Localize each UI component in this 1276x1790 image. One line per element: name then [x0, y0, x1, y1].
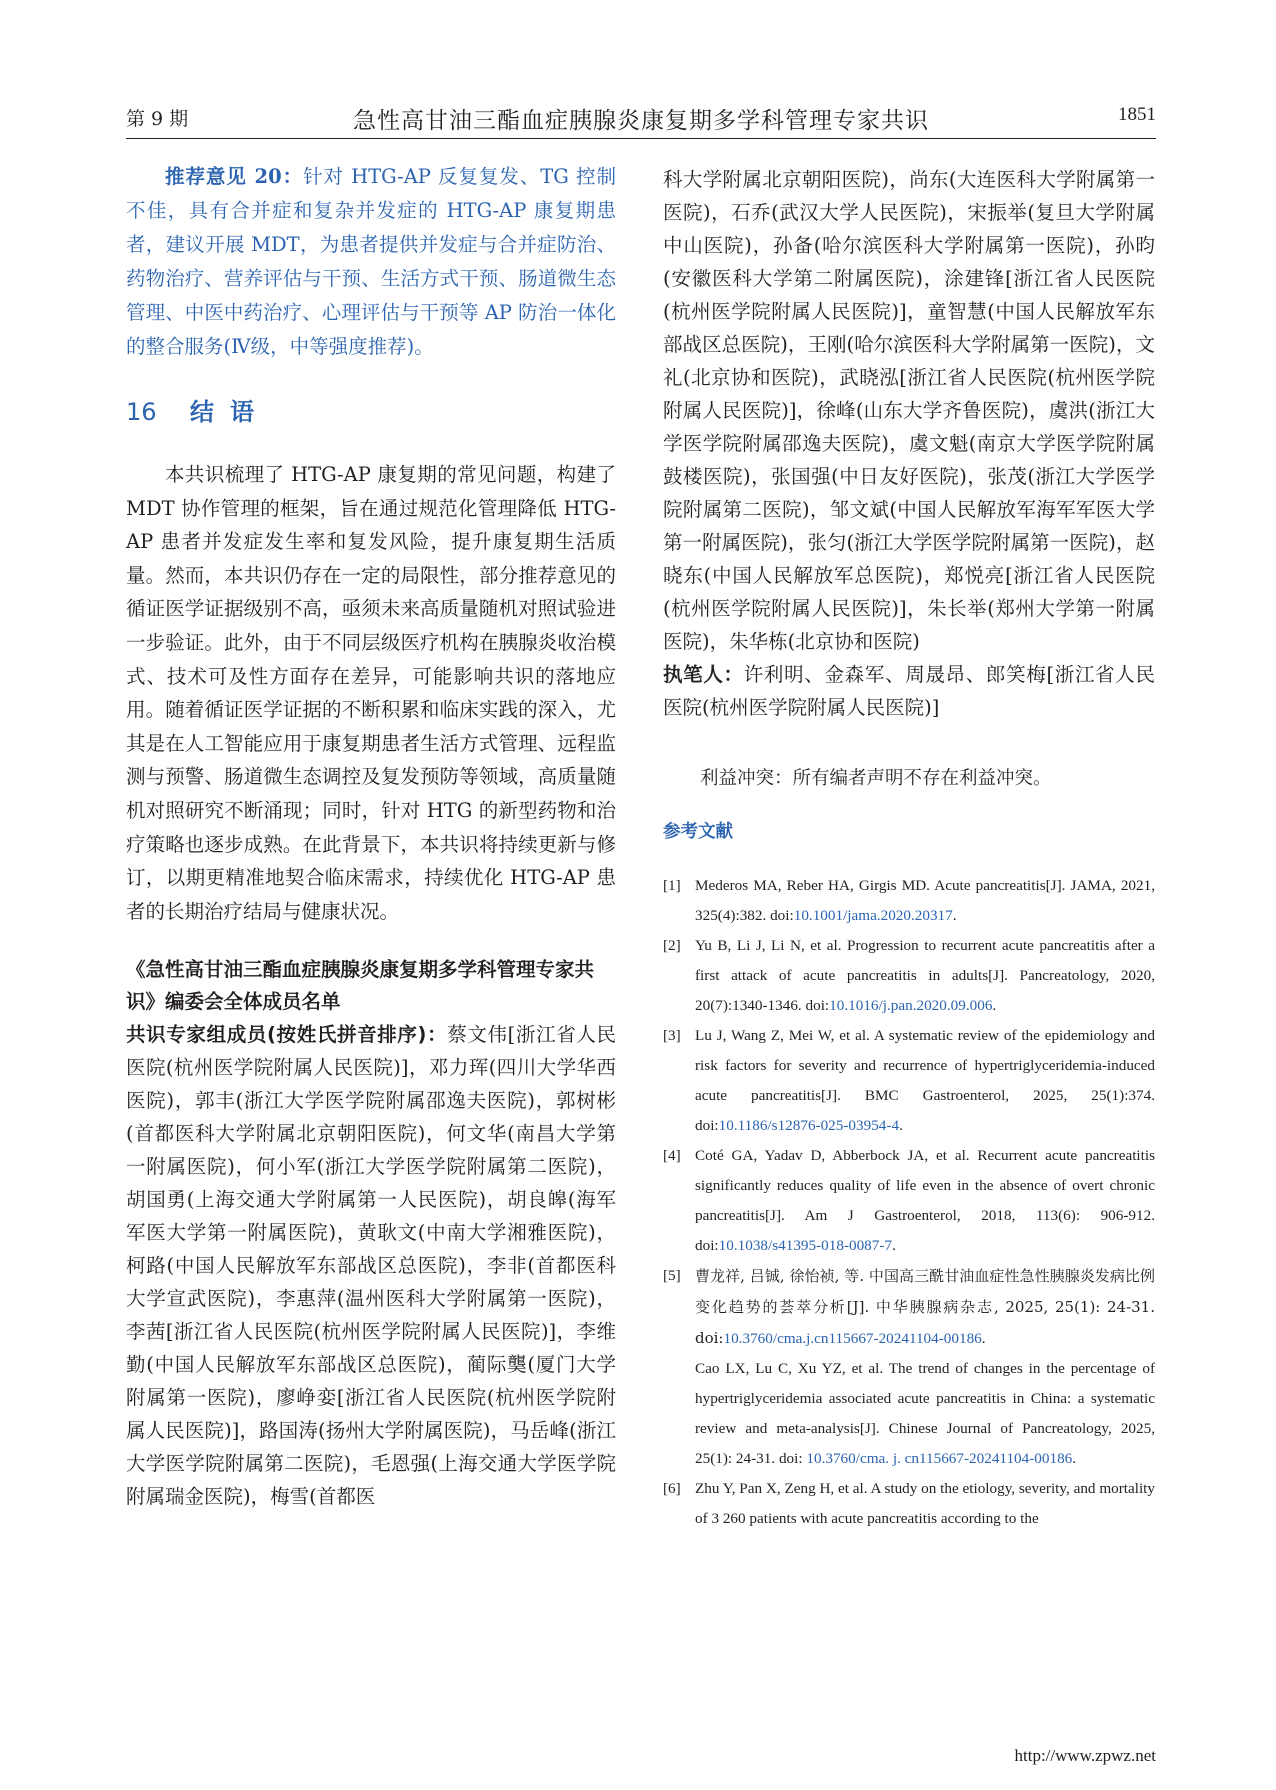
reference-doi-link[interactable]: 10.1016/j.pan.2020.09.006: [829, 997, 993, 1014]
journal-running-title: 急性高甘油三酯血症胰腺炎康复期多学科管理专家共识: [353, 108, 929, 134]
right-column: [663, 163, 1155, 1534]
reference-doi-link[interactable]: 10.1186/s12876-025-03954-4: [718, 1117, 900, 1134]
section-heading: [126, 392, 616, 432]
reference-end: .: [899, 1117, 903, 1134]
committee-members-part1: [126, 1018, 616, 1513]
recommendation-text: 针对 HTG-AP 反复复发、TG 控制不佳，具有合并症和复杂并发症的 HTG-AP 康复期患者，建议开展 MDT，为患者提供并发症与合并症防治、药物治疗、营养评估与干预、生活方式干预、肠道微生态管理、中医中药治疗、心理评估与干预等 AP 防治一体化的整合服务(Ⅳ级，中等强度推荐)。: [126, 165, 616, 358]
reference-doi-link[interactable]: 10.3760/cma.j.cn115667-20241104-00186: [723, 1330, 982, 1347]
reference-text-chinese: 曹龙祥, 吕铖, 徐怡祯, 等. 中国高三酰甘油血症性急性胰腺炎发病比例变化趋势的荟萃分析[J]. 中华胰腺病杂志, 2025, 25(1): 24-31. doi:: [695, 1267, 1155, 1347]
reference-end: .: [1072, 1450, 1077, 1467]
issue-number: 第 9 期: [126, 108, 189, 130]
reference-doi-link[interactable]: 10.1001/jama.2020.20317: [793, 907, 953, 924]
conclusion-paragraph: 本共识梳理了 HTG-AP 康复期的常见问题，构建了 MDT 协作管理的框架，旨在通过规范化管理降低 HTG-AP 患者并发症发生率和复发风险，提升康复期生活质量。然而，本共识仍存在一定的局限性，部分推荐意见的循证医学证据级别不高，亟须未来高质量随机对照试验进一步验证。此外，由于不同层级医疗机构在胰腺炎收治模式、技术可及性方面存在差异，可能影响共识的落地应用。随着循证医学证据的不断积累和临床实践的深入，尤其是在人工智能应用于康复期患者生活方式管理、远程监测与预警、肠道微生态调控及复发预防等领域，高质量随机对照研究不断涌现；同时，针对 HTG 的新型药物和治疗策略也逐步成熟。在此背景下，本共识将持续更新与修订，以期更精准地契合临床需求，持续优化 HTG-AP 患者的长期治疗结局与健康状况。: [126, 463, 616, 923]
reference-item: [663, 931, 1155, 1021]
reference-number: [6]: [663, 1480, 681, 1497]
reference-list: [663, 871, 1155, 1534]
reference-item: [663, 1474, 1155, 1534]
reference-doi-link[interactable]: 10.1038/s41395-018-0087-7: [718, 1237, 893, 1254]
section-title: 结语: [190, 398, 270, 426]
reference-text: Yu B, Li J, Li N, et al. Progression to recurrent acute pancreatitis after a first attack of acute pancreatitis in adults[J]. Pancreatology, 2020, 20(7):1340-1346. doi:: [695, 937, 1155, 1014]
reference-text: Cao LX, Lu C, Xu YZ, et al. The trend of changes in the percentage of hypertriglyceridemia associated acute pancreatitis in China: a systematic review and meta-analysis[J]. Chinese Journal of Pancreatology, 2025, 25(1): 24-31. doi:: [695, 1360, 1155, 1467]
references-heading: 参考文献: [663, 822, 733, 842]
reference-doi-link[interactable]: 10.3760/cma. j. cn115667-20241104-00186: [806, 1450, 1073, 1467]
reference-number: [3]: [663, 1027, 681, 1044]
reference-text: Coté GA, Yadav D, Abberbock JA, et al. Recurrent acute pancreatitis significantly reduces quality of life even in the absence of overt chronic pancreatitis[J]. Am J Gastroenterol, 2018, 113(6): 906-912. doi:: [695, 1147, 1155, 1254]
reference-item: [663, 871, 1155, 931]
writers-label: 执笔人：: [663, 663, 744, 686]
reference-item: [663, 1141, 1155, 1261]
members-list-1: 蔡文伟[浙江省人民医院(杭州医学院附属人民医院)]，邓力珲(四川大学华西医院)，郭丰(浙江大学医学院附属邵逸夫医院)，郭树彬(首都医科大学附属北京朝阳医院)，何文华(南昌大学第一附属医院)，何小军(浙江大学医学院附属第二医院)，胡国勇(上海交通大学附属第一人民医院)，胡良皞(海军军医大学第一附属医院)，黄耿文(中南大学湘雅医院)，柯路(中国人民解放军东部战区总医院)，李非(首都医科大学宣武医院)，李惠萍(温州医科大学附属第一医院)，李茜[浙江省人民医院(杭州医学院附属人民医院)]，李维勤(中国人民解放军东部战区总医院)，蔺际龑(厦门大学附属第一医院)，廖峥娈[浙江省人民医院(杭州医学院附属人民医院)]，路国涛(扬州大学附属医院)，马岳峰(浙江大学医学院附属第二医院)，毛恩强(上海交通大学医学院附属瑞金医院)，梅雪(首都医: [126, 1023, 616, 1509]
reference-number: [1]: [663, 877, 681, 894]
writers-list: 许利明、金森军、周晟昂、郎笑梅[浙江省人民医院(杭州医学院附属人民医院)]: [663, 663, 1155, 719]
reference-item: [663, 1261, 1155, 1474]
reference-item: [663, 1021, 1155, 1141]
page-number: 1851: [1118, 104, 1156, 125]
conflict-statement: 利益冲突：所有编者声明不存在利益冲突。: [700, 768, 1052, 789]
reference-end: .: [952, 907, 957, 924]
members-label: 共识专家组成员(按姓氏拼音排序)：: [126, 1023, 448, 1047]
reference-number: [5]: [663, 1267, 681, 1284]
reference-end: .: [992, 997, 997, 1014]
reference-text: Mederos MA, Reber HA, Girgis MD. Acute pancreatitis[J]. JAMA, 2021, 325(4):382. doi:: [695, 877, 1155, 924]
reference-text: Lu J, Wang Z, Mei W, et al. A systematic review of the epidemiology and risk factors for severity and recurrence of hypertriglyceridemia-induced acute pancreatitis[J]. BMC Gastroenterol, 2025, 25(1):374. doi:: [695, 1027, 1155, 1134]
recommendation-label: 推荐意见 20：: [165, 165, 304, 188]
left-column: [126, 160, 616, 1513]
reference-text: Zhu Y, Pan X, Zeng H, et al. A study on the etiology, severity, and mortality of 3 260 patients with acute pancreatitis according to the: [695, 1480, 1155, 1527]
footer-website-link[interactable]: http://www.zpwz.net: [1014, 1746, 1156, 1765]
reference-end: .: [981, 1330, 986, 1347]
committee-members-part2: 科大学附属北京朝阳医院)，尚东(大连医科大学附属第一医院)，石乔(武汉大学人民医院)，宋振举(复旦大学附属中山医院)，孙备(哈尔滨医科大学附属第一医院)，孙昀(安徽医科大学第二附属医院)，涂建锋[浙江省人民医院(杭州医学院附属人民医院)]，童智慧(中国人民解放军东部战区总医院)，王刚(哈尔滨医科大学附属第一医院)，文礼(北京协和医院)，武晓泓[浙江省人民医院(杭州医学院附属人民医院)]，徐峰(山东大学齐鲁医院)，虞洪(浙江大学医学院附属邵逸夫医院)，虞文魁(南京大学医学院附属鼓楼医院)，张国强(中日友好医院)，张茂(浙江大学医学院附属第二医院)，邹文斌(中国人民解放军海军军医大学第一附属医院)，张匀(浙江大学医学院附属第一医院)，赵晓东(中国人民解放军总医院)，郑悦亮[浙江省人民医院(杭州医学院附属人民医院)]，朱长举(郑州大学第一附属医院)，朱华栋(北京协和医院): [663, 168, 1155, 653]
running-header: [126, 104, 1156, 139]
reference-end: .: [892, 1237, 896, 1254]
recommendation-20: [126, 160, 616, 364]
reference-number: [4]: [663, 1147, 681, 1164]
writers: [663, 658, 1155, 724]
committee-title: 《急性高甘油三酯血症胰腺炎康复期多学科管理专家共识》编委会全体成员名单: [126, 958, 595, 1014]
reference-number: [2]: [663, 937, 681, 954]
section-number: 16: [126, 398, 157, 426]
